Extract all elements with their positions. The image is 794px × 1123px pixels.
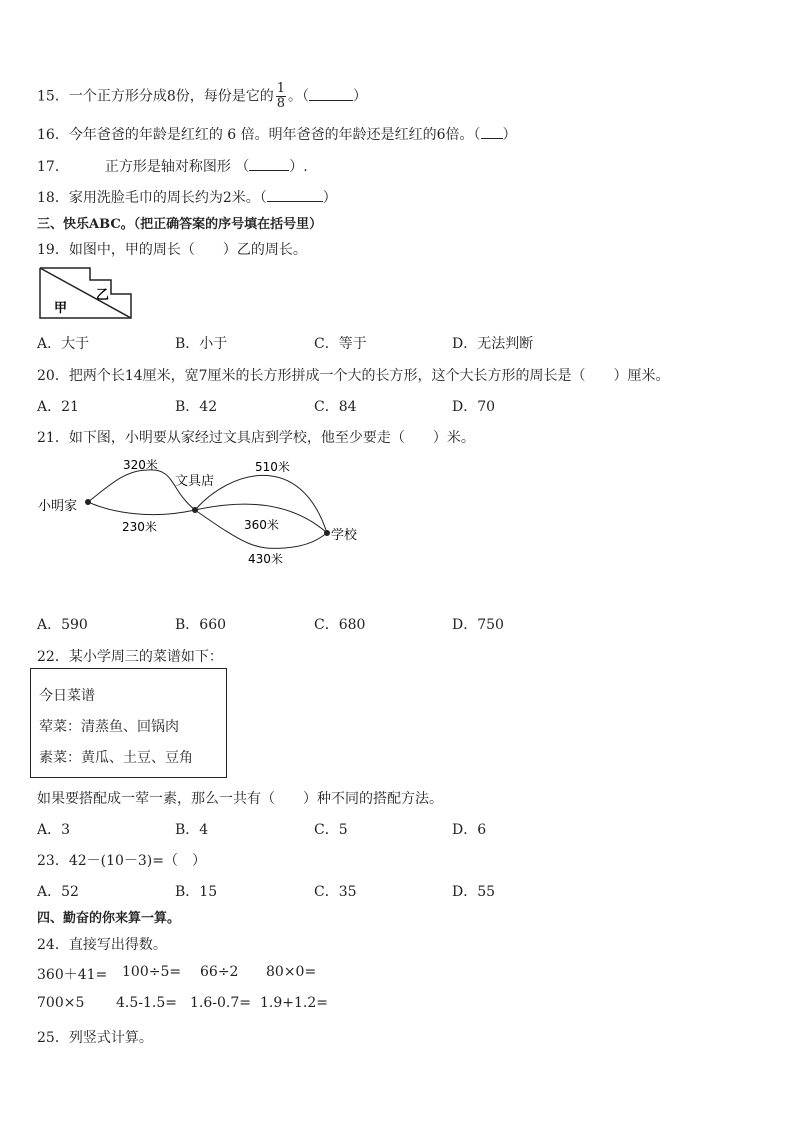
- calc-7: 1.6-0.7=: [190, 995, 251, 1011]
- answer-blank[interactable]: [267, 187, 323, 202]
- calc-8: 1.9+1.2=: [260, 995, 328, 1011]
- route-230: [88, 502, 195, 515]
- question-22: 22．某小学周三的菜谱如下：: [37, 649, 223, 665]
- q21-option-b[interactable]: B．660: [175, 617, 227, 633]
- q15-text: 15．一个正方形分成8份，每份是它的: [37, 88, 274, 105]
- calc-1: 360＋41=: [37, 967, 108, 983]
- label-jia: 甲: [54, 301, 68, 316]
- q19-option-d[interactable]: D．无法判断: [452, 336, 534, 352]
- menu-title: 今日菜谱: [39, 688, 95, 704]
- label-320: 320米: [123, 458, 158, 472]
- question-25: 25．列竖式计算。: [37, 1030, 153, 1046]
- section-3-heading: 三、快乐ABC。（把正确答案的序号填在括号里）: [37, 217, 323, 232]
- question-18: 18．家用洗脸毛巾的周长约为2米。（ ）: [37, 187, 337, 207]
- q22-option-b[interactable]: B．4: [175, 822, 209, 838]
- q20-option-d[interactable]: D．70: [452, 399, 496, 415]
- question-23: 23．42－(10－3)=（ ）: [37, 853, 207, 869]
- q19-option-a[interactable]: A．大于: [37, 336, 90, 352]
- answer-blank[interactable]: [481, 124, 503, 139]
- question-20: 20．把两个长14厘米，宽7厘米的长方形拼成一个大的长方形，这个大长方形的周长是（ ）厘米。: [37, 368, 670, 384]
- q19-option-c[interactable]: C．等于: [314, 336, 367, 352]
- answer-blank[interactable]: [249, 156, 289, 171]
- q16-text: 16．今年爸爸的年龄是红红的 6 倍。明年爸爸的年龄还是红红的6倍。（: [37, 127, 481, 143]
- label-510: 510米: [255, 460, 290, 474]
- q22-option-a[interactable]: A．3: [37, 822, 71, 838]
- q22-question: 如果要搭配成一荤一素，那么一共有（ ）种不同的搭配方法。: [37, 791, 443, 807]
- menu-veg: 素菜：黄瓜、土豆、豆角: [39, 750, 193, 766]
- question-17: 17． 正方形是轴对称图形 （ ）.: [37, 156, 308, 176]
- q23-option-c[interactable]: C．35: [314, 884, 357, 900]
- store-point: [192, 507, 198, 513]
- label-store: 文具店: [175, 474, 215, 489]
- q20-option-c[interactable]: C．84: [314, 399, 357, 415]
- q21-option-a[interactable]: A．590: [37, 617, 88, 633]
- q20-option-b[interactable]: B．42: [175, 399, 218, 415]
- q23-option-a[interactable]: A．52: [37, 884, 79, 900]
- q21-route-diagram: [30, 450, 370, 575]
- calc-5: 700×5: [37, 995, 85, 1011]
- q18-text: 18．家用洗脸毛巾的周长约为2米。（: [37, 190, 267, 206]
- q22-option-c[interactable]: C．5: [314, 822, 348, 838]
- q17-text: 正方形是轴对称图形 （: [104, 159, 250, 175]
- school-point: [324, 530, 330, 536]
- menu-box: [30, 668, 227, 778]
- question-19: 19．如图中，甲的周长（ ）乙的周长。: [37, 242, 307, 258]
- question-21: 21．如下图，小明要从家经过文具店到学校，他至少要走（ ）米。: [37, 430, 475, 446]
- q20-option-a[interactable]: A．21: [37, 399, 79, 415]
- label-230: 230米: [122, 520, 157, 534]
- menu-meat: 荤菜：清蒸鱼、回锅肉: [39, 719, 179, 735]
- home-point: [85, 499, 91, 505]
- answer-blank[interactable]: [309, 86, 353, 101]
- q21-option-d[interactable]: D．750: [452, 617, 504, 633]
- calc-4: 80×0=: [266, 964, 317, 980]
- label-yi: 乙: [96, 288, 110, 303]
- calc-6: 4.5-1.5=: [116, 995, 177, 1011]
- q21-option-c[interactable]: C．680: [314, 617, 366, 633]
- question-15: 15．一个正方形分成8份，每份是它的 $\frac{1}{8}$ 。（ ）: [37, 81, 368, 111]
- question-24: 24．直接写出得数。: [37, 937, 167, 953]
- q23-option-b[interactable]: B．15: [175, 884, 218, 900]
- calc-2: 100÷5=: [122, 964, 182, 980]
- label-school: 学校: [331, 528, 358, 543]
- fraction: $\frac{1}{8}$: [276, 81, 286, 111]
- q22-option-d[interactable]: D．6: [452, 822, 487, 838]
- question-16: 16．今年爸爸的年龄是红红的 6 倍。明年爸爸的年龄还是红红的6倍。（ ）: [37, 124, 517, 144]
- label-home: 小明家: [38, 499, 78, 514]
- section-4-heading: 四、勤奋的你来算一算。: [37, 911, 181, 926]
- q23-option-d[interactable]: D．55: [452, 884, 496, 900]
- q19-option-b[interactable]: B．小于: [175, 336, 228, 352]
- calc-3: 66÷2: [200, 964, 239, 980]
- q19-figure: [38, 266, 134, 320]
- label-360: 360米: [244, 518, 279, 532]
- label-430: 430米: [248, 552, 283, 566]
